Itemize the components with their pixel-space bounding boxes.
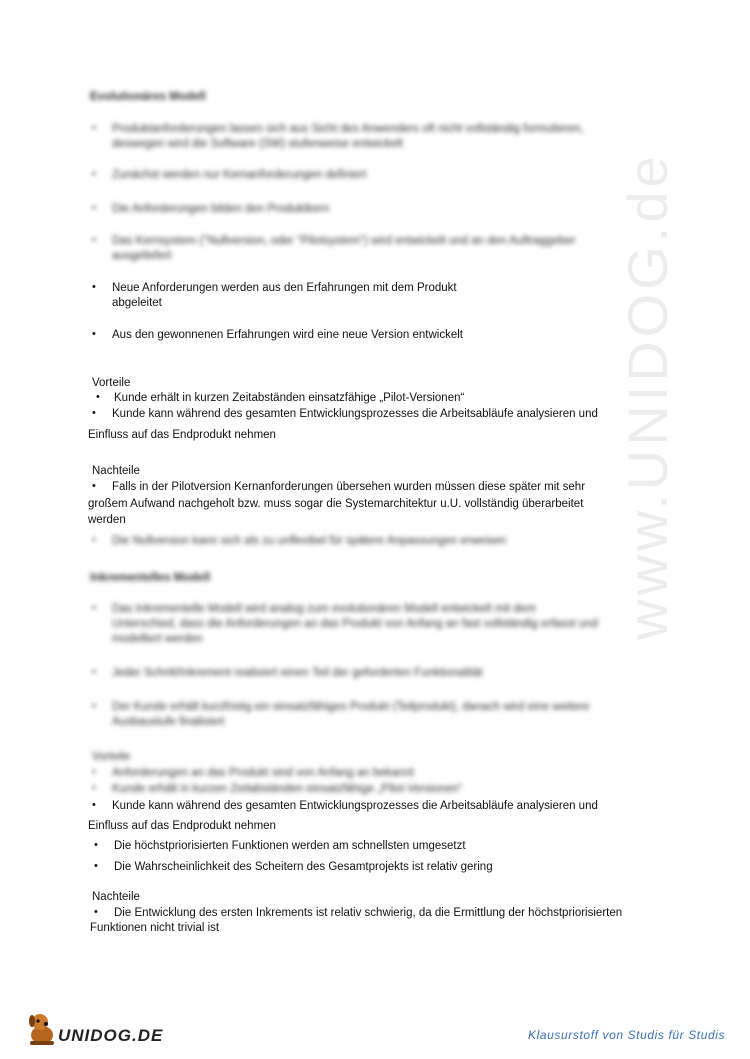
bullet: • — [92, 234, 96, 246]
bullet: • — [92, 122, 96, 134]
blurred-line: Jeder Schritt/Inkrement realisiert einen Teil der geforderten Funktionalität — [112, 667, 483, 679]
bullet: • — [92, 602, 96, 614]
watermark-text: www.UNIDOG.de — [616, 152, 679, 640]
nachteil1-line1: Die Entwicklung des ersten Inkrements ist relativ schwierig, da die Ermittlung der höchstpriorisierten — [114, 907, 623, 919]
blurred-line: Das Inkrementelle Modell wird analog zum evolutionären Modell entwickelt mit dem — [112, 603, 536, 615]
item6: Aus den gewonnenen Erfahrungen wird eine neue Version entwickelt — [112, 329, 463, 341]
blurred-line: Das Kernsystem ("Nullversion, oder "Pilotsystem") wird entwickelt und an den Auftraggeber — [112, 235, 576, 247]
vorteil3-line1: Kunde kann während des gesamten Entwicklungsprozesses die Arbeitsabläufe analysieren und — [112, 800, 598, 812]
vorteile-label-blurred: Vorteile — [92, 751, 131, 763]
bullet: • — [94, 860, 98, 872]
nachteile-label: Nachteile — [92, 465, 140, 477]
vorteil2-line1: Kunde kann während des gesamten Entwicklungsprozesses die Arbeitsabläufe analysieren und — [112, 408, 598, 420]
dog-logo-icon — [22, 1008, 62, 1048]
vorteil5: Die Wahrscheinlichkeit des Scheitern des Gesamtprojekts ist relativ gering — [114, 861, 493, 873]
bullet: • — [92, 766, 96, 778]
blurred-line: Zunächst werden nur Kernanforderungen definiert — [112, 169, 367, 181]
bullet: • — [92, 799, 96, 811]
vorteile-label: Vorteile — [92, 377, 131, 389]
bullet: • — [92, 480, 96, 492]
bullet: • — [96, 391, 100, 403]
bullet: • — [92, 202, 96, 214]
vorteil3-line2: Einfluss auf das Endprodukt nehmen — [88, 820, 276, 832]
blurred-line: Produktanforderungen lassen sich aus Sicht des Anwenders oft nicht vollständig formulieren, — [112, 123, 584, 135]
item5-line2: abgeleitet — [112, 297, 162, 309]
item5-line1: Neue Anforderungen werden aus den Erfahrungen mit dem Produkt — [112, 282, 457, 294]
blurred-line: deswegen wird die Software (SW) stufenweise entwickelt — [112, 138, 403, 150]
blurred-line: Die Nullversion kann sich als zu unflexibel für spätere Anpassungen erweisen — [112, 535, 507, 547]
bullet: • — [92, 407, 96, 419]
blurred-line: Unterschied, dass die Anforderungen an das Produkt von Anfang an fast vollständig erfasst und — [112, 618, 598, 630]
bullet: • — [94, 906, 98, 918]
bullet: • — [92, 782, 96, 794]
section2-heading: Inkrementelles Modell — [90, 572, 211, 584]
vorteil1: Kunde erhält in kurzen Zeitabständen einsatzfähige „Pilot-Versionen“ — [114, 392, 465, 404]
bullet: • — [94, 839, 98, 851]
vorteil2-line2: Einfluss auf das Endprodukt nehmen — [88, 429, 276, 441]
blurred-line: modelliert werden — [112, 633, 203, 645]
bullet: • — [92, 168, 96, 180]
bullet: • — [92, 281, 96, 293]
nachteile-label: Nachteile — [92, 891, 140, 903]
bullet: • — [92, 666, 96, 678]
vorteil4: Die höchstpriorisierten Funktionen werden am schnellsten umgesetzt — [114, 840, 466, 852]
nachteil1-line2: großem Aufwand nachgeholt bzw. muss sogar die Systemarchitektur u.U. vollständig überarbeitet — [88, 498, 584, 510]
logo-text: UNIDOG.DE — [58, 1026, 164, 1045]
blurred-line: Die Anforderungen bilden den Produktkern — [112, 203, 330, 215]
nachteil1-line3: werden — [88, 514, 126, 526]
blurred-line: Ausbaustufe finalisiert — [112, 716, 225, 728]
footer-tagline: Klausurstoff von Studis für Studis — [528, 1028, 726, 1042]
nachteil1-line2: Funktionen nicht trivial ist — [90, 922, 220, 934]
bullet: • — [92, 700, 96, 712]
blurred-line: Anforderungen an das Produkt sind von Anfang an bekannt — [112, 767, 414, 779]
bullet: • — [92, 534, 96, 546]
section1-heading: Evolutionäres Modell — [90, 91, 206, 103]
blurred-line: Kunde erhält in kurzen Zeitabständen einsatzfähige „Pilot-Versionen“ — [112, 783, 463, 795]
nachteil1-line1: Falls in der Pilotversion Kernanforderungen übersehen wurden müssen diese später mit sehr — [112, 481, 586, 493]
blurred-line: Der Kunde erhält kurzfristig ein einsatzfähiges Produkt (Teilprodukt), danach wird eine weitere — [112, 701, 590, 713]
blurred-line: ausgeliefert — [112, 250, 172, 262]
bullet: • — [92, 328, 96, 340]
